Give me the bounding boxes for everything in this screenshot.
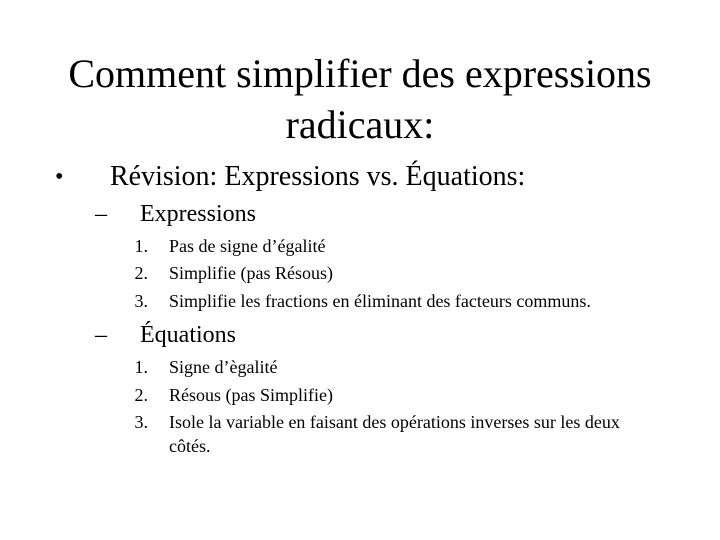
list-item-text: Simplifie (pas Résous) (169, 263, 333, 283)
list-number: 1. (134, 357, 148, 377)
list-number: 2. (134, 263, 148, 283)
list-item-text: Isole la variable en faisant des opérations inverses sur les deux côtés. (169, 412, 620, 456)
dash-marker: – (95, 201, 107, 227)
list-item-text: Résous (pas Simplifie) (169, 385, 333, 405)
slide-title: Comment simplifier des expressions radicaux: (68, 51, 652, 147)
list-item-text: Signe d’ègalité (169, 357, 278, 377)
list-item-text: Simplifie les fractions en éliminant des facteurs communs. (169, 291, 591, 311)
list-number: 3. (134, 412, 148, 432)
list-number: 2. (134, 385, 148, 405)
list-number: 1. (134, 236, 148, 256)
list-item-text: Pas de signe d’égalité (169, 236, 326, 256)
section-heading: Équations (140, 322, 236, 348)
list-number: 3. (134, 291, 148, 311)
main-bullet-text: Révision: Expressions vs. Équations: (110, 161, 526, 192)
section-heading: Expressions (140, 201, 256, 227)
bullet-icon: • (55, 164, 64, 190)
dash-marker: – (95, 322, 107, 348)
